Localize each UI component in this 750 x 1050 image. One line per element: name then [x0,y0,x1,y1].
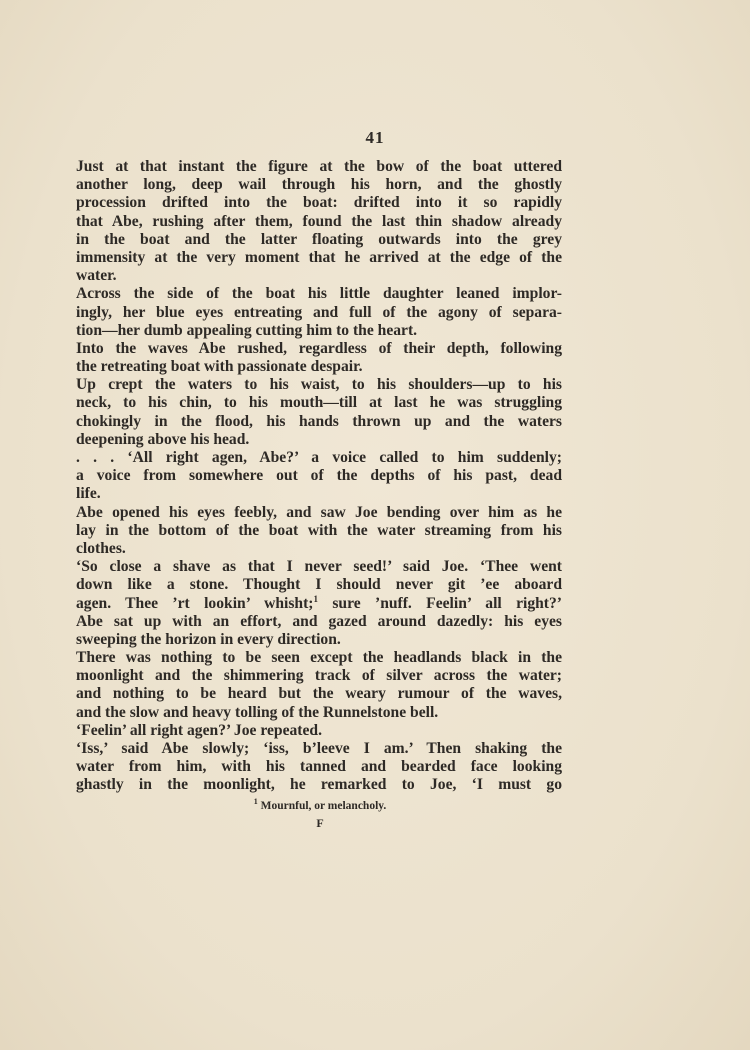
text-line: the retreating boat with passionate despair. [76,358,363,376]
text-line: ‘So close a shave as that I never seed!’ said Joe. ‘Thee went [76,558,562,576]
text-line: There was nothing to be seen except the headlands black in the [76,649,562,667]
footnote-text: Mournful, or melancholy. [260,800,387,812]
text-line: Abe sat up with an effort, and gazed around dazedly: his eyes [76,612,562,630]
text-line: ghastly in the moonlight, he remarked to Joe, ‘I must go [76,776,562,794]
footnote-reference: 1 [313,593,318,604]
page-number: 41 [365,128,385,147]
text-line: Into the waves Abe rushed, regardless of their depth, following [76,339,562,357]
text-line: ‘Iss,’ said Abe slowly; ‘iss, b’leeve I am.’ Then shaking the [76,740,562,757]
text-line: lay in the bottom of the boat with the water streaming from his [76,521,562,539]
text-line: deepening above his head. [76,430,250,448]
signature-mark: F [316,816,324,830]
footnote-mark: 1 [253,797,258,807]
text-line: life. [76,485,101,503]
text-line: moonlight and the shimmering track of silver across the water; [76,667,562,685]
text-line: ‘Feelin’ all right agen?’ Joe repeated. [76,721,322,739]
text-line: and the slow and heavy tolling of the Runnelstone bell. [76,703,439,721]
text-line-with-footnote [76,595,562,613]
text-line: and nothing to be heard but the weary rumour of the waves, [76,685,562,703]
text-line: tion—her dumb appealing cutting him to the heart. [76,321,418,339]
body-text [76,158,562,795]
text-line: immensity at the very moment that he arrived at the edge of the [76,248,562,266]
text-line: Across the side of the boat his little daughter leaned implor- [76,285,562,303]
text-line: down like a stone. Thought I should never git ’ee aboard [76,576,562,594]
text-line: Abe opened his eyes feebly, and saw Joe bending over him as he [76,503,562,521]
text-line: water from him, with his tanned and bearded face looking [76,758,562,776]
text-line: . . . ‘All right agen, Abe?’ a voice called to him suddenly; [76,449,562,466]
text-line: neck, to his chin, to his mouth—till at last he was struggling [76,394,562,412]
text-segment: sure ’nuff. Feelin’ all right?’ [317,594,562,612]
text-line: procession drifted into the boat: drifted into it so rapidly [76,194,562,212]
text-line: sweeping the horizon in every direction. [76,630,341,648]
text-line: a voice from somewhere out of the depths of his past, dead [76,467,562,485]
text-line: in the boat and the latter floating outwards into the grey [76,230,562,248]
text-line: another long, deep wail through his horn, and the ghostly [76,176,562,194]
text-line: that Abe, rushing after them, found the last thin shadow already [76,212,562,230]
text-line: Up crept the waters to his waist, to his shoulders—up to his [76,376,562,394]
footnote [0,797,640,812]
text-line: water. [76,267,117,285]
text-line: ingly, her blue eyes entreating and full of the agony of separa- [76,303,562,321]
text-line: clothes. [76,539,126,557]
text-line: Just at that instant the figure at the bow of the boat uttered [76,158,562,175]
text-segment: agen. Thee ’rt lookin’ whisht; [76,594,314,612]
text-line: chokingly in the flood, his hands thrown up and the waters [76,412,562,430]
